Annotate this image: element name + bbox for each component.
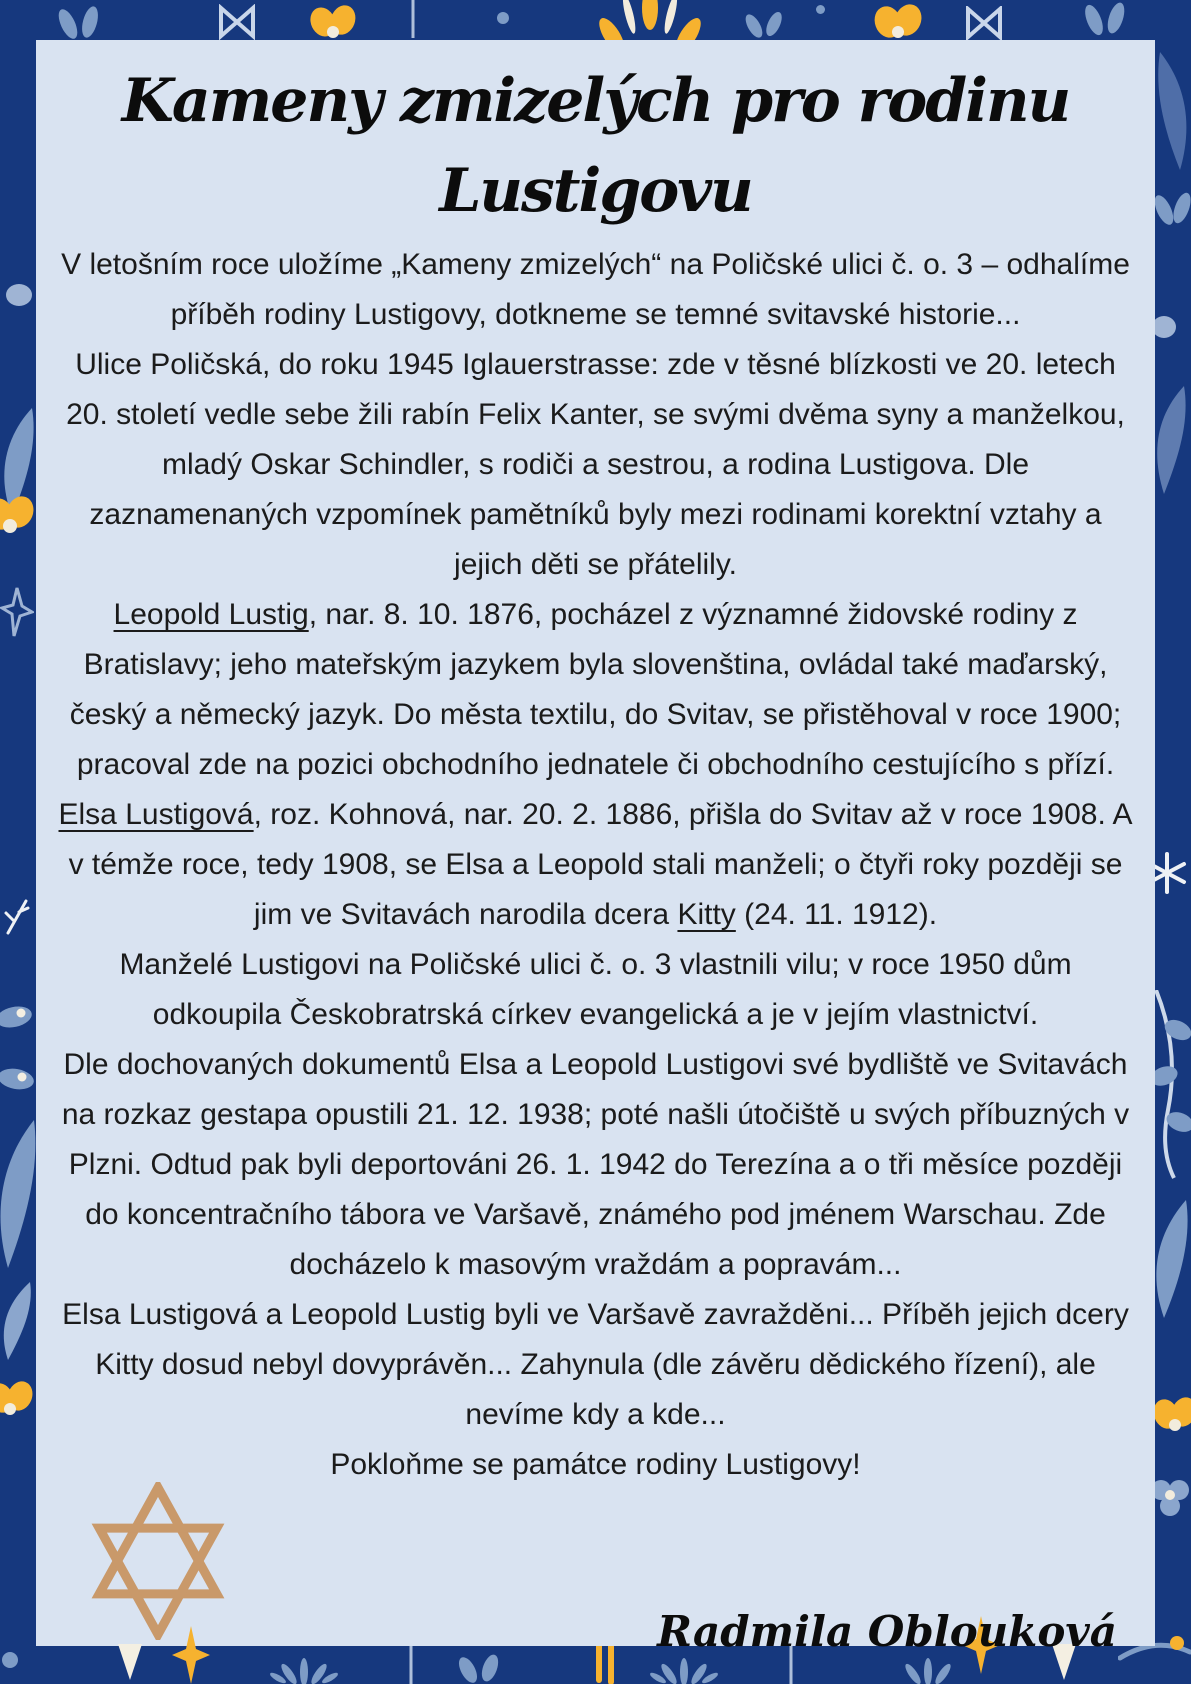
- flower-icon: [868, 2, 924, 45]
- fan-flower-icon: [560, 0, 740, 45]
- leaf-icon: [452, 1652, 508, 1684]
- paragraph: Pokloňme se památce rodiny Lustigovy!: [330, 1448, 861, 1481]
- dot-icon: [1152, 316, 1176, 338]
- paragraph: Ulice Poličská, do roku 1945 Iglauerstrasse: zde v těsné blízkosti ve 20. letech 20. století vedle sebe žili rabín Felix Kanter, se svými dvěma syny a manželkou, mladý Oskar Schindler, s rodiči a sestrou, a rodina Lustigova. Dle zaznamenaných vzpomínek pamětníků byly mezi rodinami korektní vztahy a jejich děti se přátelily.: [66, 348, 1125, 581]
- plant-icon: [268, 1648, 340, 1684]
- dot-icon: [497, 12, 509, 24]
- leaf-icon: [50, 2, 110, 45]
- dot-icon: [1170, 1636, 1184, 1650]
- flower-icon: [0, 1378, 34, 1427]
- stem-icon: [408, 1646, 414, 1684]
- dot-icon: [816, 5, 825, 14]
- star-of-david-icon: [88, 1482, 228, 1645]
- flower-icon: [0, 494, 34, 543]
- berries-icon: [0, 1064, 38, 1099]
- icicle-icon: [118, 1644, 142, 1684]
- paragraph: Elsa Lustigová a Leopold Lustig byli ve Varšavě zavražděni... Příběh jejich dcery Kitty dosud nebyl dovyprávěn... Zahynula (dle závěru dědického řízení), ale nevíme kdy a kde...: [62, 1298, 1129, 1431]
- leaf-icon: [0, 1282, 32, 1367]
- leaf-icon: [1078, 0, 1134, 43]
- content-panel: [36, 40, 1155, 1646]
- paragraph: Manželé Lustigovi na Poličské ulici č. o. 3 vlastnili vilu; v roce 1950 dům odkoupila Českobratrská církev evangelická a je v jejím vlastnictví.: [119, 948, 1072, 1031]
- flower-icon: [305, 4, 361, 45]
- body-text: [57, 240, 1135, 1490]
- paragraph: Dle dochovaných dokumentů Elsa a Leopold Lustigovi své bydliště ve Svitavách na rozkaz gestapa opustili 21. 12. 1938; poté našli útočiště u svých příbuzných v Plzni. Odtud pak byli deportováni 26. 1. 1942 do Terezína a o tři měsíce později do koncentračního tábora ve Varšavě, známého pod jménem Warschau. Zde docházelo k masovým vraždám a popravám...: [61, 1048, 1130, 1281]
- sprig-icon: [2, 895, 32, 944]
- leaf-icon: [0, 1120, 36, 1275]
- berries-icon: [0, 1002, 36, 1037]
- leaf-icon: [1152, 186, 1191, 239]
- leaf-icon: [1150, 386, 1186, 501]
- stem-icon: [410, 0, 416, 43]
- paragraph: Elsa Lustigová, roz. Kohnová, nar. 20. 2. 1886, přišla do Svitav až v roce 1908. A v témže roce, tedy 1908, se Elsa a Leopold stali manželi; o čtyři roky později se jim ve Svitavách narodila dcera Kitty (24. 11. 1912).: [58, 798, 1133, 931]
- signature: Radmila Oblouková: [657, 1607, 1117, 1656]
- berries-icon: [1150, 990, 1191, 1185]
- dot-icon: [2, 1652, 18, 1668]
- star-sketch-icon: [0, 586, 34, 643]
- flower-icon: [1150, 1392, 1191, 1443]
- bow-icon: [215, 4, 259, 45]
- page-title: Kameny zmizelých pro rodinu Lustigovu: [121, 66, 1070, 226]
- paragraph: Leopold Lustig, nar. 8. 10. 1876, pocházel z významné židovské rodiny z Bratislavy; jeho mateřským jazykem byla slovenština, ovládal také maďarský, český a německý jazyk. Do města textilu, do Svitav, se přistěhoval v roce 1900; pracoval zde na pozici obchodního jednatele či obchodního cestujícího s přízí.: [69, 598, 1122, 781]
- dot-icon: [6, 284, 32, 306]
- leaf-icon: [1158, 52, 1191, 177]
- paragraph: V letošním roce uložíme „Kameny zmizelých“ na Poličské ulici č. o. 3 – odhalíme příběh rodiny Lustigovy, dotkneme se temné svitavské historie...: [61, 248, 1130, 331]
